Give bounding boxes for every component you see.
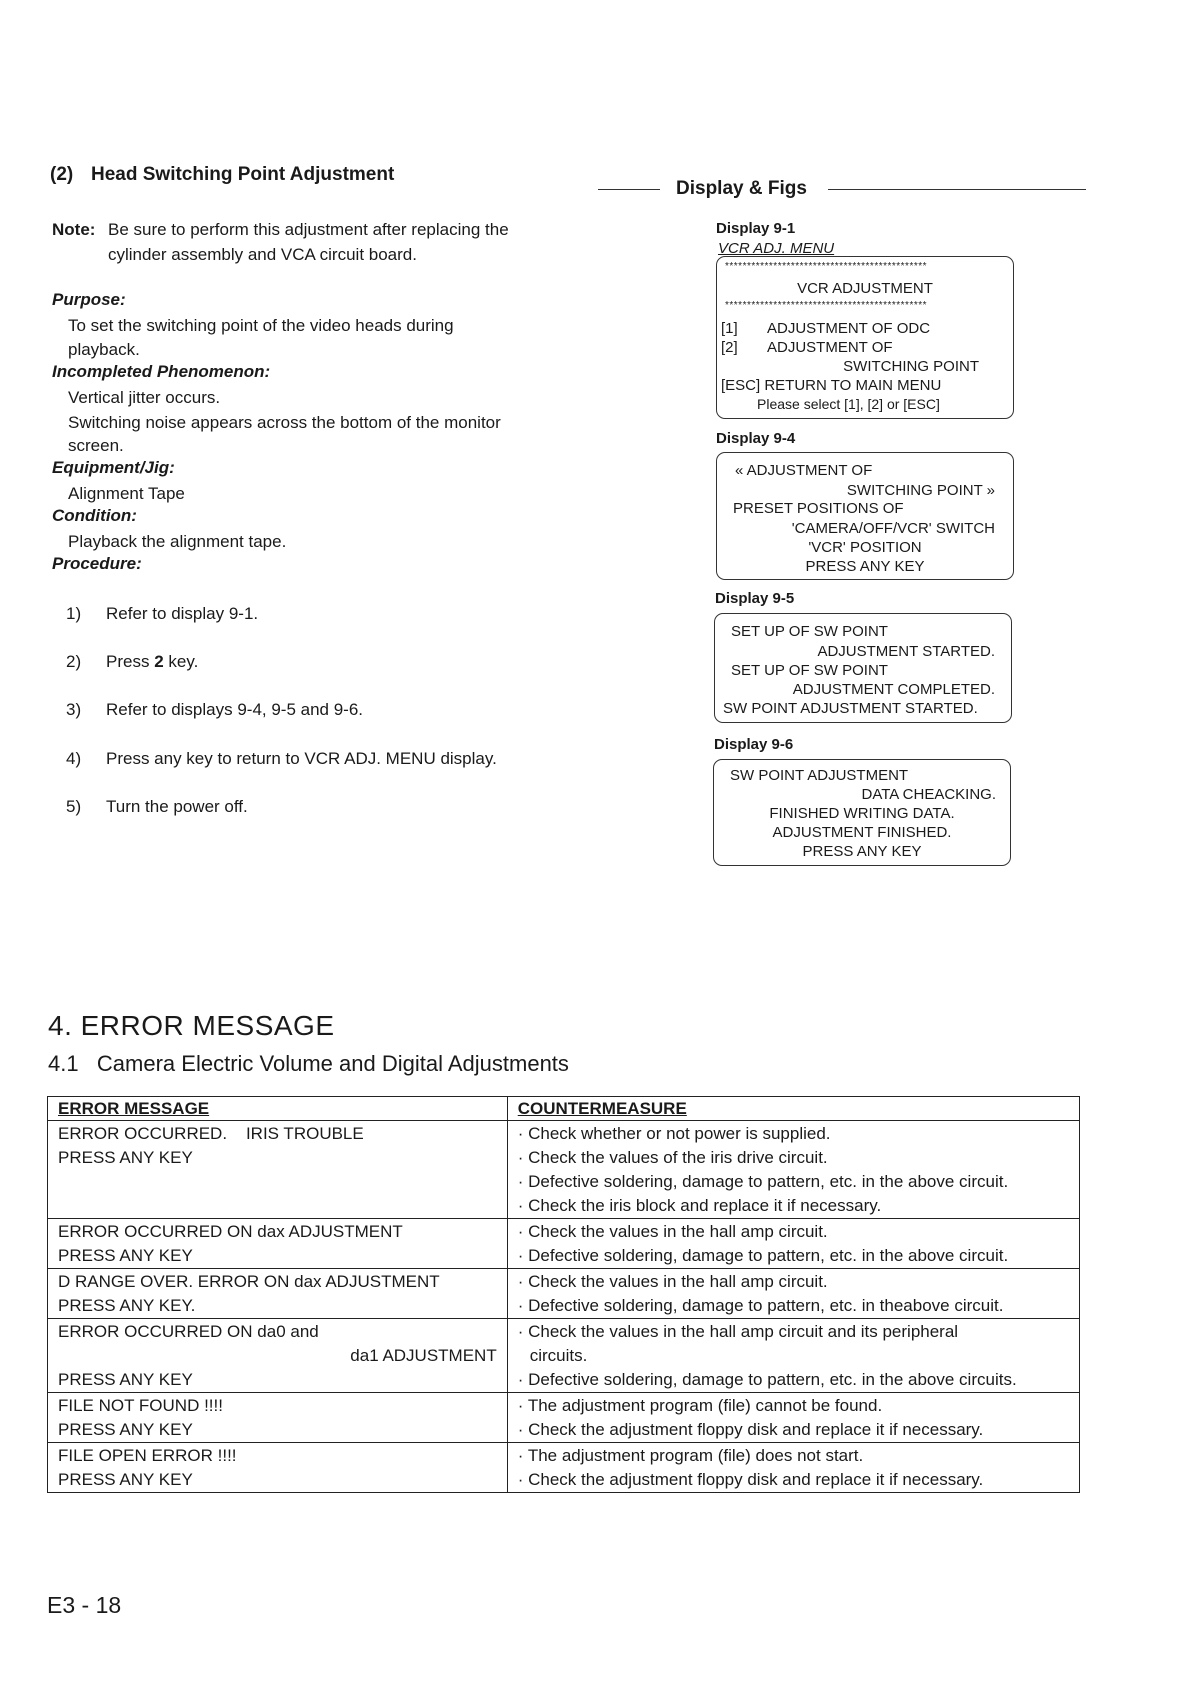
error-message-cell [48, 1219, 508, 1269]
step-text: Refer to displays 9-4, 9-5 and 9-6. [106, 700, 364, 719]
header-rule-right [828, 189, 1086, 190]
display-9-6-screen [713, 759, 1011, 866]
error-message-line: PRESS ANY KEY [58, 1370, 193, 1389]
display-9-5-title: Display 9-5 [715, 590, 795, 607]
screen-line: PRESS ANY KEY [802, 843, 922, 860]
countermeasure-cell [507, 1319, 1079, 1393]
error-message-cell [48, 1393, 508, 1443]
purpose-line-1: To set the switching point of the video heads during [68, 316, 454, 335]
phenomenon-label: Incompleted Phenomenon: [52, 362, 271, 381]
col-countermeasure: COUNTERMEASURE [507, 1097, 1079, 1121]
countermeasure-cell [507, 1219, 1079, 1269]
table-row [48, 1121, 1080, 1219]
countermeasure-item: · Check the values in the hall amp circuit. [518, 1270, 1069, 1294]
stars-divider: ********************************************** [725, 301, 928, 311]
countermeasure-item: · Check the values of the iris drive circuit. [518, 1146, 1069, 1170]
error-message-cell [48, 1443, 508, 1493]
countermeasure-item: circuits. [529, 1346, 588, 1365]
screen-line: SWITCHING POINT » [846, 482, 995, 499]
note-line-2: cylinder assembly and VCA circuit board. [108, 245, 417, 264]
screen-line: PRESET POSITIONS OF [733, 500, 904, 517]
phenomenon-line-3: screen. [68, 436, 124, 455]
table-row [48, 1319, 1080, 1393]
display-9-1-screen [716, 256, 1014, 419]
countermeasure-item: · Defective soldering, damage to pattern, etc. in the above circuit. [518, 1170, 1069, 1194]
error-table [47, 1096, 1080, 1493]
option-1-text: ADJUSTMENT OF ODC [767, 320, 931, 337]
condition-label: Condition: [52, 506, 137, 525]
countermeasure-item: · Check the values in the hall amp circuit and its peripheral [518, 1320, 1069, 1344]
step-text: Press any key to return to VCR ADJ. MENU display. [106, 749, 497, 768]
screen-line: ADJUSTMENT COMPLETED. [792, 681, 995, 698]
error-message-line: PRESS ANY KEY [58, 1470, 193, 1489]
countermeasure-item: · Check the values in the hall amp circuit. [518, 1220, 1069, 1244]
countermeasure-item: · Check the adjustment floppy disk and replace it if necessary. [518, 1468, 1069, 1492]
screen-line: 'CAMERA/OFF/VCR' SWITCH [791, 520, 995, 537]
error-message-line: FILE OPEN ERROR !!!! [58, 1446, 237, 1465]
countermeasure-item: · Check the iris block and replace it if necessary. [518, 1194, 1069, 1218]
stars-divider: ********************************************** [725, 262, 928, 272]
countermeasure-item: · Defective soldering, damage to pattern, etc. in the above circuits. [518, 1368, 1069, 1392]
step-number: 1) [66, 604, 82, 623]
display-9-6-title: Display 9-6 [714, 736, 794, 753]
error-message-line: PRESS ANY KEY. [58, 1296, 196, 1315]
col-error-message: ERROR MESSAGE [48, 1097, 508, 1121]
option-2-key: [2] [721, 339, 738, 356]
table-header-row [48, 1097, 1080, 1121]
screen-line: « ADJUSTMENT OF [735, 462, 873, 479]
phenomenon-line-1: Vertical jitter occurs. [68, 388, 221, 407]
display-9-4-title: Display 9-4 [716, 430, 796, 447]
esc-option: [ESC] RETURN TO MAIN MENU [721, 377, 942, 394]
screen-line: 'VCR' POSITION [808, 539, 922, 556]
countermeasure-cell [507, 1393, 1079, 1443]
vcr-adj-menu-label: VCR ADJ. MENU [718, 240, 835, 257]
countermeasure-item: · Defective soldering, damage to pattern, etc. in the above circuit. [518, 1244, 1069, 1268]
section-number: (2) [50, 164, 74, 185]
section-title: Head Switching Point Adjustment [91, 164, 395, 185]
option-2-text-cont: SWITCHING POINT [843, 358, 979, 375]
step-text: Press 2 key. [106, 652, 199, 671]
error-message-line: PRESS ANY KEY [58, 1420, 193, 1439]
procedure-step [66, 797, 566, 821]
purpose-label: Purpose: [52, 290, 126, 309]
countermeasure-cell [507, 1121, 1079, 1219]
option-2-text: ADJUSTMENT OF [767, 339, 893, 356]
countermeasure-cell [507, 1269, 1079, 1319]
screen-line: PRESS ANY KEY [805, 558, 925, 575]
countermeasure-item: · Check whether or not power is supplied. [518, 1122, 1069, 1146]
purpose-line-2: playback. [68, 340, 140, 359]
procedure-step [66, 652, 566, 676]
screen-line: SET UP OF SW POINT [731, 662, 888, 679]
error-message-line: ERROR OCCURRED ON da0 and [58, 1322, 319, 1341]
option-1-key: [1] [721, 320, 738, 337]
procedure-step [66, 700, 566, 724]
step-number: 3) [66, 700, 82, 719]
error-message-line: PRESS ANY KEY [58, 1246, 193, 1265]
screen-line: DATA CHEACKING. [861, 786, 996, 803]
step-text: Turn the power off. [106, 797, 248, 816]
step-text: Refer to display 9-1. [106, 604, 259, 623]
display-9-1-title: Display 9-1 [716, 220, 796, 237]
countermeasure-item: · Defective soldering, damage to pattern, etc. in theabove circuit. [518, 1294, 1069, 1318]
condition-value: Playback the alignment tape. [68, 532, 287, 551]
error-message-cell [48, 1319, 508, 1393]
error-message-line: ERROR OCCURRED. IRIS TROUBLE [58, 1124, 364, 1143]
table-row [48, 1269, 1080, 1319]
procedure-label: Procedure: [52, 554, 142, 573]
page-number: E3 - 18 [47, 1592, 122, 1618]
step-number: 4) [66, 749, 82, 768]
screen-heading: VCR ADJUSTMENT [797, 280, 933, 297]
countermeasure-item: · The adjustment program (file) cannot be found. [518, 1394, 1069, 1418]
step-number: 5) [66, 797, 82, 816]
error-message-line: FILE NOT FOUND !!!! [58, 1396, 223, 1415]
screen-line: FINISHED WRITING DATA. [769, 805, 955, 822]
equipment-value: Alignment Tape [68, 484, 185, 503]
table-row [48, 1219, 1080, 1269]
note-label: Note: [52, 220, 96, 239]
countermeasure-item: · The adjustment program (file) does not start. [518, 1444, 1069, 1468]
phenomenon-line-2: Switching noise appears across the bottom of the monitor [68, 413, 501, 432]
procedure-step [66, 604, 566, 628]
display-9-4-screen [716, 452, 1014, 580]
table-row [48, 1443, 1080, 1493]
error-message-line: da1 ADJUSTMENT [350, 1346, 497, 1365]
error-message-line: PRESS ANY KEY [58, 1148, 193, 1167]
screen-line: ADJUSTMENT STARTED. [817, 643, 995, 660]
displays-header: Display & Figs [676, 178, 807, 199]
section-4-title: 4. ERROR MESSAGE [48, 1010, 335, 1041]
key-label: 2 [154, 652, 164, 671]
procedure-step [66, 749, 566, 773]
step-number: 2) [66, 652, 82, 671]
screen-line: SW POINT ADJUSTMENT [730, 767, 909, 784]
select-prompt: Please select [1], [2] or [ESC] [757, 396, 940, 412]
display-9-5-screen [714, 613, 1012, 723]
countermeasure-cell [507, 1443, 1079, 1493]
screen-line: ADJUSTMENT FINISHED. [772, 824, 952, 841]
error-message-cell [48, 1269, 508, 1319]
error-message-line: D RANGE OVER. ERROR ON dax ADJUSTMENT [58, 1272, 440, 1291]
section-4-1-subtitle: 4.1 Camera Electric Volume and Digital Adjustments [48, 1051, 569, 1076]
screen-line: SET UP OF SW POINT [731, 623, 888, 640]
error-message-cell [48, 1121, 508, 1219]
error-message-line: ERROR OCCURRED ON dax ADJUSTMENT [58, 1222, 403, 1241]
screen-line: SW POINT ADJUSTMENT STARTED. [723, 700, 978, 717]
countermeasure-item: · Check the adjustment floppy disk and replace it if necessary. [518, 1418, 1069, 1442]
note-line-1: Be sure to perform this adjustment after replacing the [108, 220, 509, 239]
header-rule-left [598, 189, 660, 190]
equipment-label: Equipment/Jig: [52, 458, 175, 477]
table-row [48, 1393, 1080, 1443]
